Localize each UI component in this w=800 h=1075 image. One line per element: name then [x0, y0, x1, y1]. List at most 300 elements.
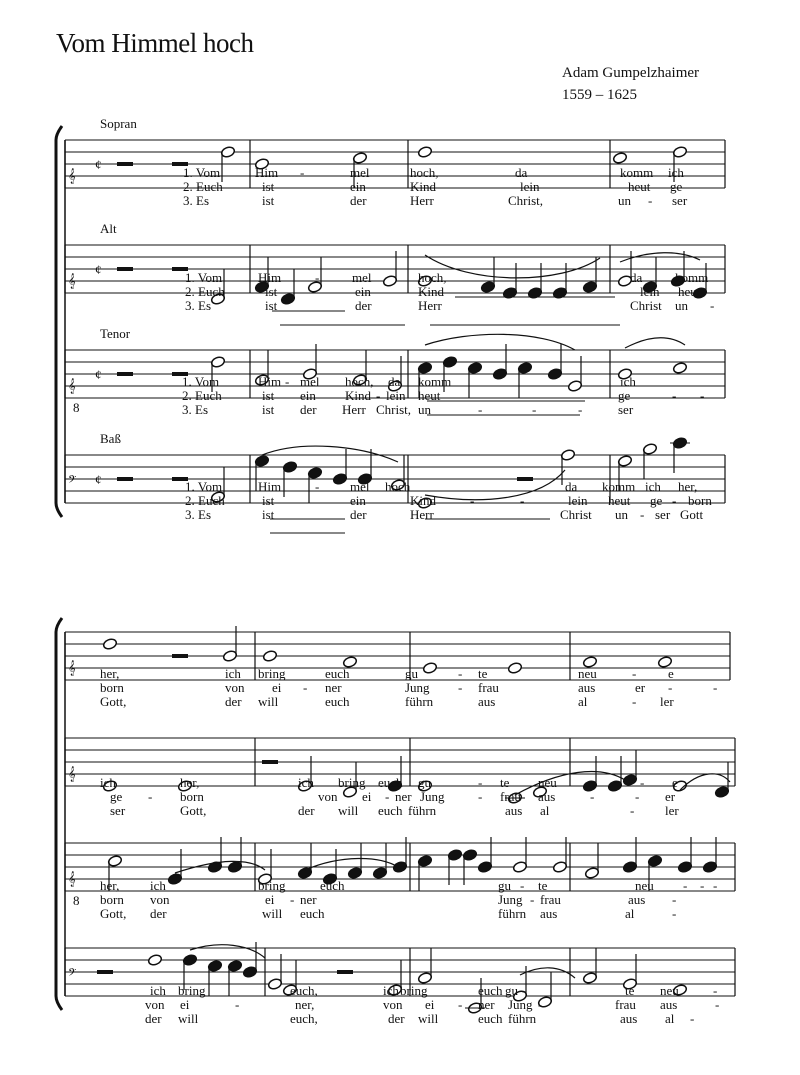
lyric-syllable: ich: [298, 775, 314, 790]
octave-marker: 8: [73, 893, 80, 908]
lyric-syllable: mel: [350, 479, 370, 494]
lyric-syllable: aus: [538, 789, 556, 804]
quarter-note: [417, 362, 432, 375]
lyric-syllable: -: [478, 789, 483, 804]
lyric-syllable: al: [665, 1011, 675, 1026]
half-rest: [117, 477, 133, 481]
lyric-syllable: ich: [150, 878, 166, 893]
lyric-syllable: gu: [418, 775, 431, 790]
lyric-syllable: neu: [578, 666, 597, 681]
quarter-note: [332, 473, 347, 486]
lyric-syllable: e: [668, 666, 674, 681]
lyric-syllable: ist: [262, 402, 275, 417]
lyric-syllable: ein: [355, 284, 371, 299]
lyric-syllable: von: [318, 789, 338, 804]
lyric-syllable: ist: [262, 193, 275, 208]
lyric-syllable: Jung: [498, 892, 523, 907]
lyric-syllable: hoch,: [345, 374, 374, 389]
lyric-syllable: ein: [350, 493, 366, 508]
quarter-note: [462, 849, 477, 862]
lyric-syllable: ner: [395, 789, 412, 804]
bass-clef-icon: 𝄢: [68, 474, 77, 489]
lyric-syllable: ge: [618, 388, 631, 403]
lyric-syllable: -: [715, 997, 720, 1012]
lyric-syllable: frau: [615, 997, 636, 1012]
lyric-syllable: Gott,: [180, 803, 207, 818]
voice-label-sopran: Sopran: [100, 116, 137, 131]
lyric-syllable: -: [632, 694, 637, 709]
lyric-syllable: -: [530, 892, 535, 907]
voice-label-baß: Baß: [100, 431, 121, 446]
lyric-syllable: te: [625, 983, 635, 998]
lyric-syllable: -: [376, 388, 381, 403]
quarter-note: [347, 867, 362, 880]
lyric-syllable: lein: [386, 388, 406, 403]
lyric-syllable: -: [590, 789, 595, 804]
half-rest: [262, 760, 278, 764]
lyric-syllable: euch: [320, 878, 345, 893]
lyric-syllable: ich: [668, 165, 684, 180]
lyric-syllable: -: [668, 680, 673, 695]
lyric-syllable: ner,: [295, 997, 315, 1012]
lyric-syllable: ler: [660, 694, 674, 709]
half-note: [107, 855, 122, 868]
lyric-syllable: da: [388, 374, 401, 389]
lyric-syllable: mel: [350, 165, 370, 180]
lyric-syllable: gu: [405, 666, 418, 681]
lyric-syllable: von: [383, 997, 403, 1012]
lyric-syllable: Gott: [680, 507, 704, 522]
lyric-syllable: bring: [400, 983, 428, 998]
lyric-syllable: komm: [675, 270, 709, 285]
lyric-syllable: Herr: [410, 193, 434, 208]
lyric-syllable: al: [578, 694, 588, 709]
lyric-syllable: euch: [478, 1011, 503, 1026]
lyric-syllable: von: [150, 892, 170, 907]
lyric-syllable: -: [700, 388, 705, 403]
half-rest: [337, 970, 353, 974]
voice-label-alt: Alt: [100, 221, 117, 236]
quarter-note: [702, 861, 717, 874]
half-note: [642, 443, 657, 456]
half-rest: [117, 162, 133, 166]
lyric-syllable: Him: [255, 165, 279, 180]
lyric-syllable: -: [640, 507, 645, 522]
quarter-note: [582, 281, 597, 294]
page-title: Vom Himmel hoch: [56, 28, 254, 58]
lyric-syllable: -: [672, 906, 677, 921]
lyric-syllable: -: [648, 193, 653, 208]
quarter-note: [527, 287, 542, 300]
lyric-syllable: neu: [660, 983, 679, 998]
lyric-syllable: ei: [180, 997, 190, 1012]
quarter-note: [677, 861, 692, 874]
lyric-syllable: hoch,: [410, 165, 439, 180]
lyric-syllable: -: [470, 493, 475, 508]
lyric-syllable: -: [458, 666, 463, 681]
composer-dates: 1559 – 1625: [562, 87, 637, 103]
lyric-syllable: Herr: [342, 402, 366, 417]
half-note: [210, 356, 225, 369]
lyric-syllable: 3. Es: [183, 193, 209, 208]
lyric-syllable: te: [478, 666, 488, 681]
lyric-syllable: der: [145, 1011, 162, 1026]
whole-note: [102, 638, 117, 651]
lyric-syllable: komm: [418, 374, 452, 389]
lyric-syllable: ner: [325, 680, 342, 695]
lyric-syllable: frau: [540, 892, 561, 907]
lyric-syllable: Kind: [410, 493, 436, 508]
lyric-syllable: Christ,: [376, 402, 412, 417]
lyric-syllable: er: [635, 680, 646, 695]
slur: [520, 968, 575, 978]
lyric-syllable: ner: [478, 997, 495, 1012]
lyric-syllable: un: [615, 507, 628, 522]
lyric-syllable: lein: [640, 284, 660, 299]
whole-note: [147, 954, 162, 967]
lyric-syllable: aus: [628, 892, 646, 907]
quarter-note: [447, 849, 462, 862]
half-note: [567, 380, 582, 393]
lyric-syllable: Jung: [420, 789, 445, 804]
whole-note: [507, 662, 522, 675]
lyric-syllable: führn: [508, 1011, 537, 1026]
lyric-syllable: der: [350, 193, 367, 208]
lyric-syllable: her,: [180, 775, 200, 790]
lyric-syllable: ist: [262, 388, 275, 403]
half-rest: [97, 970, 113, 974]
lyric-syllable: er: [665, 789, 676, 804]
lyric-syllable: -: [458, 680, 463, 695]
quarter-note: [282, 461, 297, 474]
lyric-syllable: Christ,: [508, 193, 544, 208]
lyric-syllable: -: [713, 179, 718, 194]
lyric-syllable: ein: [350, 179, 366, 194]
lyric-syllable: will: [418, 1011, 439, 1026]
lyric-syllable: der: [355, 298, 372, 313]
whole-note: [422, 662, 437, 675]
lyric-syllable: te: [538, 878, 548, 893]
slur: [625, 338, 685, 348]
lyric-syllable: ei: [425, 997, 435, 1012]
lyric-syllable: -: [315, 270, 320, 285]
lyric-syllable: 1. Vom: [185, 479, 223, 494]
treble-clef-icon: 𝄞: [68, 767, 76, 782]
lyric-syllable: ge: [670, 179, 683, 194]
lyric-syllable: ser: [672, 193, 688, 208]
treble-clef-icon: 𝄞: [68, 169, 76, 184]
lyric-syllable: Him: [258, 479, 282, 494]
lyric-syllable: Gott,: [100, 694, 127, 709]
lyric-syllable: ich: [225, 666, 241, 681]
lyric-syllable: heut: [608, 493, 631, 508]
lyric-syllable: 3. Es: [185, 507, 211, 522]
lyric-syllable: 2. Euch: [185, 493, 225, 508]
quarter-note: [467, 362, 482, 375]
lyric-syllable: komm: [602, 479, 636, 494]
whole-note: [612, 152, 627, 165]
quarter-note: [207, 960, 222, 973]
lyric-syllable: -: [590, 775, 595, 790]
quarter-note: [622, 861, 637, 874]
staff-sopran: [65, 140, 725, 188]
lyric-syllable: Herr: [410, 507, 434, 522]
lyric-syllable: -: [672, 493, 677, 508]
slur: [425, 470, 565, 500]
half-note: [617, 455, 632, 468]
slur: [425, 255, 600, 278]
lyric-syllable: der: [150, 906, 167, 921]
treble-clef-icon: 𝄞: [68, 379, 76, 394]
quarter-note: [254, 455, 269, 468]
half-note: [584, 867, 599, 880]
lyric-syllable: euch: [300, 906, 325, 921]
lyric-syllable: mel: [352, 270, 372, 285]
lyric-syllable: ist: [262, 507, 275, 522]
lyric-syllable: bring: [178, 983, 206, 998]
lyric-syllable: euch,: [290, 983, 318, 998]
lyric-syllable: Jung: [508, 997, 533, 1012]
composer-name: Adam Gumpelzhaimer: [562, 65, 700, 81]
whole-note: [672, 362, 687, 375]
time-signature: ¢: [95, 472, 102, 487]
lyric-syllable: ich: [620, 374, 636, 389]
lyric-syllable: Christ: [630, 298, 662, 313]
lyric-syllable: ich: [150, 983, 166, 998]
lyric-syllable: al: [540, 803, 550, 818]
lyric-syllable: heut: [418, 388, 441, 403]
lyric-syllable: -: [385, 789, 390, 804]
whole-note: [262, 650, 277, 663]
half-note: [382, 275, 397, 288]
lyric-syllable: te: [500, 775, 510, 790]
lyric-syllable: 2. Euch: [183, 179, 223, 194]
lyric-syllable: -: [578, 402, 583, 417]
half-note: [352, 152, 367, 165]
quarter-note: [607, 780, 622, 793]
time-signature: ¢: [95, 262, 102, 277]
lyric-syllable: aus: [578, 680, 596, 695]
lyric-syllable: -: [465, 179, 470, 194]
lyric-syllable: aus: [505, 803, 523, 818]
lyric-syllable: -: [713, 878, 718, 893]
lyric-syllable: komm: [620, 165, 654, 180]
lyric-syllable: der: [225, 694, 242, 709]
lyric-syllable: Kind: [410, 179, 436, 194]
lyric-syllable: will: [338, 803, 359, 818]
lyric-syllable: -: [630, 803, 635, 818]
lyric-syllable: ei: [362, 789, 372, 804]
quarter-note: [227, 861, 242, 874]
quarter-note: [182, 954, 197, 967]
lyric-syllable: 1. Vom: [182, 374, 220, 389]
lyric-syllable: -: [303, 680, 308, 695]
quarter-note: [280, 293, 295, 306]
lyric-syllable: ein: [300, 388, 316, 403]
lyric-syllable: -: [235, 997, 240, 1012]
quarter-note: [307, 467, 322, 480]
lyric-syllable: -: [572, 284, 577, 299]
lyric-syllable: -: [672, 892, 677, 907]
lyric-syllable: -: [148, 789, 153, 804]
quarter-note: [647, 855, 662, 868]
lyric-syllable: -: [478, 775, 483, 790]
lyric-syllable: ge: [110, 789, 123, 804]
lyric-syllable: ner: [300, 892, 317, 907]
lyric-syllable: -: [683, 878, 688, 893]
lyric-syllable: -: [710, 298, 715, 313]
treble-clef-icon: 𝄞: [68, 872, 76, 887]
quarter-note: [167, 873, 182, 886]
lyric-syllable: frau: [478, 680, 499, 695]
lyric-syllable: al: [625, 906, 635, 921]
lyric-syllable: -: [700, 878, 705, 893]
lyric-syllable: gu: [505, 983, 518, 998]
lyric-syllable: aus: [620, 1011, 638, 1026]
lyric-syllable: -: [532, 402, 537, 417]
lyric-syllable: ei: [272, 680, 282, 695]
lyric-syllable: hoch: [385, 479, 411, 494]
half-note: [267, 978, 282, 991]
lyric-syllable: von: [145, 997, 165, 1012]
lyric-syllable: -: [520, 493, 525, 508]
quarter-note: [502, 287, 517, 300]
lyric-syllable: hoch,: [418, 270, 447, 285]
half-note: [512, 861, 527, 874]
half-rest: [117, 267, 133, 271]
lyric-syllable: will: [262, 906, 283, 921]
lyric-syllable: -: [522, 983, 527, 998]
quarter-note: [552, 287, 567, 300]
half-rest: [117, 372, 133, 376]
lyric-syllable: 2. Euch: [185, 284, 225, 299]
lyric-syllable: heut: [678, 284, 701, 299]
lyric-syllable: born: [688, 493, 712, 508]
lyric-syllable: born: [180, 789, 204, 804]
lyric-syllable: born: [100, 892, 124, 907]
lyric-syllable: ler: [665, 803, 679, 818]
lyric-syllable: -: [315, 479, 320, 494]
lyric-syllable: -: [640, 775, 645, 790]
lyric-syllable: frau: [500, 789, 521, 804]
lyric-syllable: neu: [538, 775, 557, 790]
lyric-syllable: führn: [408, 803, 437, 818]
quarter-note: [480, 281, 495, 294]
lyric-syllable: bring: [258, 878, 286, 893]
lyric-syllable: will: [178, 1011, 199, 1026]
lyric-syllable: -: [635, 789, 640, 804]
lyric-syllable: -: [538, 997, 543, 1012]
lyric-syllable: heut: [628, 179, 651, 194]
lyric-syllable: -: [672, 388, 677, 403]
half-rest: [517, 477, 533, 481]
lyric-syllable: da: [565, 479, 578, 494]
lyric-syllable: gu: [498, 878, 511, 893]
half-note: [222, 650, 237, 663]
lyric-syllable: ser: [618, 402, 634, 417]
lyric-syllable: -: [475, 284, 480, 299]
lyric-syllable: ser: [110, 803, 126, 818]
lyric-syllable: bring: [338, 775, 366, 790]
lyric-syllable: der: [300, 402, 317, 417]
lyric-syllable: -: [290, 892, 295, 907]
lyric-syllable: ist: [262, 179, 275, 194]
lyric-syllable: ich: [100, 775, 116, 790]
lyric-syllable: lein: [520, 179, 540, 194]
lyric-syllable: -: [713, 983, 718, 998]
lyric-syllable: aus: [540, 906, 558, 921]
half-note: [552, 861, 567, 874]
lyric-syllable: ich: [383, 983, 399, 998]
slur: [190, 945, 265, 958]
lyric-syllable: ich: [645, 479, 661, 494]
lyric-syllable: ist: [262, 493, 275, 508]
treble-clef-icon: 𝄞: [68, 274, 76, 289]
lyric-syllable: 2. Euch: [182, 388, 222, 403]
lyric-syllable: Gott,: [100, 906, 127, 921]
quarter-note: [417, 855, 432, 868]
quarter-note: [227, 960, 242, 973]
staff-sopran: [65, 632, 730, 680]
lyric-syllable: da: [630, 270, 643, 285]
system-bracket: [56, 126, 62, 517]
lyric-syllable: Him: [258, 270, 282, 285]
lyric-syllable: born: [100, 680, 124, 695]
lyric-syllable: bring: [258, 666, 286, 681]
quarter-note: [477, 861, 492, 874]
quarter-note: [492, 368, 507, 381]
lyric-syllable: der: [298, 803, 315, 818]
lyric-syllable: da: [515, 165, 528, 180]
lyric-syllable: der: [350, 507, 367, 522]
quarter-note: [392, 861, 407, 874]
lyric-syllable: un: [418, 402, 431, 417]
lyric-syllable: euch: [325, 694, 350, 709]
lyric-syllable: her,: [100, 878, 120, 893]
lyric-syllable: -: [300, 165, 305, 180]
lyric-syllable: euch: [325, 666, 350, 681]
lyric-syllable: aus: [478, 694, 496, 709]
system-bracket: [56, 618, 62, 1010]
voice-label-tenor: Tenor: [100, 326, 131, 341]
lyric-syllable: -: [632, 666, 637, 681]
lyric-syllable: 1. Vom: [185, 270, 223, 285]
lyric-syllable: 3. Es: [185, 298, 211, 313]
quarter-note: [372, 867, 387, 880]
half-rest: [172, 654, 188, 658]
quarter-note: [517, 362, 532, 375]
lyric-syllable: Christ: [560, 507, 592, 522]
lyric-syllable: euch: [378, 775, 403, 790]
lyric-syllable: ser: [655, 507, 671, 522]
lyric-syllable: ist: [265, 284, 278, 299]
octave-marker: 8: [73, 400, 80, 415]
lyric-syllable: euch: [478, 983, 503, 998]
half-note: [672, 146, 687, 159]
half-note: [582, 972, 597, 985]
lyric-syllable: ge: [650, 493, 663, 508]
lyric-syllable: euch: [378, 803, 403, 818]
lyric-syllable: -: [525, 284, 530, 299]
lyric-syllable: lein: [568, 493, 588, 508]
bass-clef-icon: 𝄢: [68, 967, 77, 982]
time-signature: ¢: [95, 157, 102, 172]
quarter-note: [297, 867, 312, 880]
quarter-note: [547, 368, 562, 381]
lyric-syllable: -: [458, 997, 463, 1012]
lyric-syllable: 3. Es: [182, 402, 208, 417]
lyric-syllable: -: [520, 878, 525, 893]
